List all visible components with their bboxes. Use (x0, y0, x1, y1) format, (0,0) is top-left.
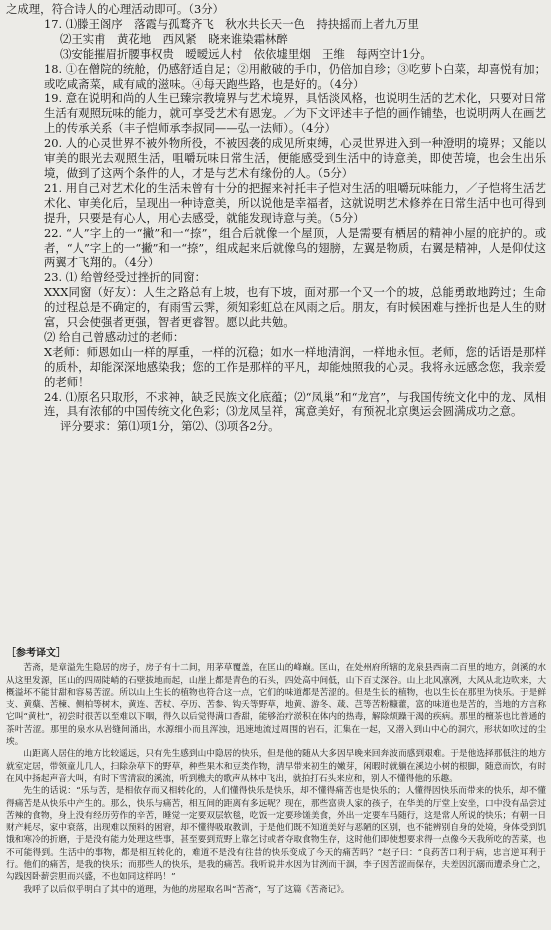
answer-line: ⑶安能摧眉折腰事权贵 暧暧远人村 依依墟里烟 王维 每两空计1分。 (60, 46, 432, 61)
answer-key (6, 2, 546, 434)
answer-line: 23. ⑴ 给曾经受过挫折的同窗： (44, 270, 207, 285)
reference-translation (6, 648, 546, 896)
answer-line: XXX同窗（好友）：人生之路总有上坡，也有下坡，面对那一个又一个的坡，总能勇敢地跨过；生命的过程总是不确定的，有雨雪云霁，须知彩虹总在风雨之后。朋友，有时候困难与挫折也是人生的财富，只会使强者更强，智者更睿智。愿以此共勉。 (44, 285, 546, 330)
answer-line: 24. ⑴原名只取形，不求神，缺乏民族文化底蕴；⑵“凤巢”和“龙宫”，与我国传统文化中的龙、凤相连，具有浓郁的中国传统文化色彩；⑶龙凤呈祥，寓意美好，有预祝北京奥运会圆满成功之意。 (44, 389, 546, 419)
answer-line: 17. ⑴滕王阁序 落霞与孤鹜齐飞 秋水共长天一色 持抉摇而上者九万里 (44, 16, 419, 31)
answer-line: 19. 意在说明和尚的人生已臻宗教境界与艺术境界，具恬淡风格，也说明生活的艺术化，只要对日常生活有观照玩味的能力，就可享受艺术有恩宠。／为下文评述丰子恺的画作铺垫，也说明两人在画艺上的传承关系（丰子恺师承李叔同——弘一法师）。（4分） (44, 91, 546, 136)
translation-paragraph: 我呼了以后似乎明白了其中的道理，为他的房屋取名叫“苦斋”，写了这篇《苦斋记》。 (23, 884, 350, 895)
answer-line: 21. 用自己对艺术化的生活未曾有十分的把握来衬托丰子恺对生活的咀嚼玩味能力，／子恺将生活艺术化、审美化后，呈现出一种诗意美，所以说他是幸福者，这就说明艺术修养在日常生活中也可得到提升，只要是有心人，用心去感受，就能发现诗意与美。（5分） (44, 180, 546, 225)
translation-paragraph: 先生的话说：“乐与苦，是相依存而又相转化的，人们懂得快乐是快乐，却不懂得痛苦也是快乐的；人懂得因快乐而带来的快乐，却不懂得痛苦是从快乐中产生的。那么，快乐与痛苦，相互间的距离有多远呢？现在，那些富贵人家的孩子，在华美的厅堂上安坐，口中没有品尝过苦辣的食物，身上没有经历劳作的辛苦，睡觉一定要双层软毯，吃饭一定要珍馐美食，外出一定要车马随行，这是常人所说的快乐；有朝一日财产耗尽，家中衰落，出现难以预料的困窘，却不懂得吸取教训，于是他们既不知道美好与恶陋的区别，也不能辨别自身的处境，身体受到饥饿和寒冷的折磨，于是没有能力处理这些事，甚至要到荒野上靠乞讨或者夺取食物生存，这时他们即使想要求得一点像今天我所吃的苦菜，也不可能得到。生活中的事物，都是相互转化的，难道不是没有往昔的快乐变成了今天的痛苦吗？”赵子曰：“良药苦口利于病，忠言逆耳利于行。他们的痛苦，是我的快乐；而那些人的快乐，是我的痛苦。我听说井水因为甘洌而干涸，李子因苦涩而保存，夫差因沉溺而遭杀身亡之，勾践因卧薪尝胆而兴盛，不也如同这样吗！” (6, 786, 546, 883)
answer-line: 18. ①在僧院的统舱，仍感舒适自足；②用敝破的手巾，仍倍加自珍；③吃萝卜白菜，却喜悦有加；或吃咸斋菜，咸有咸的滋味。④每天跑些路，也是好的。（4分） (44, 61, 546, 91)
translation-heading: ［参考译文］ (6, 648, 66, 659)
answer-line: 22. “人”字上的一“撇”和一“捺”，组合后就像一个屋顶，人是需要有栖居的精神小屋的庇护的。或者，“人”字上的一“撇”和一“捺”，组成起来后就像鸟的翅膀，左翼是物质，右翼是精神，人是仰仗这两翼才飞翔的。（4分） (44, 225, 546, 270)
answer-line: X老师：师恩如山一样的厚重，一样的沉稳；如水一样地清润，一样地永恒。老师，您的话语是那样的质朴，却能深深地感染我；您的工作是那样的平凡，却能烛照我的心灵。我将永远感念您，我亲爱的老师！ (44, 344, 546, 389)
answer-line: ⑵王实甫 黄花地 西风紧 晓来谁染霜林醉 (60, 31, 288, 46)
translation-body (6, 662, 546, 896)
answer-line: 之成理，符合诗人的心理活动即可。（3分） (6, 2, 224, 16)
answer-line: ⑵ 给自己曾感动过的老师： (44, 329, 185, 344)
translation-paragraph: 苦斋，是章溢先生隐居的房子，房子有十二间，用茅草覆盖，在匡山的峰巅。匡山，在处州府所辖的龙泉县西南二百里的地方，剑溪的水从这里发源，匡山的四周陡峭的石壁拔地而起，山崖上都是青色的石头，四处高中间低，山下百丈深谷。山上北风凛冽，大风从北边吹来，大概溢坏不能甘甜和容易苦涩。所以山上生长的植物也符合这一点，它们的味道都是苦涩的。但是生长的植物，也以生长在那里为快乐。于是鲜支、黄蘖、苦楝、侧柏等树木，黄连、苦杖、亭历、苦参、钩夭等野草，地黄、游冬、葴、芑等苦粉糠藿，富的味道也是苦的，当地的方言称它叫“黄杜”，初尝时很苦以至难以下咽，得久以后觉得满口香甜，能够治疗淤积在体内的热毒，解除烦躁干渴的疾病。那里的檀茶也比普通的茶叶苦涩。那里的泉水从岩缝间涌出，水源细小而且浑浊，迅速地流过周围的岩石，汇集在一起，又潜入到山中心的洞穴，形状如吹过的尘埃。 (6, 663, 546, 748)
answer-line: 评分要求：第⑴项1分，第⑵、⑶项各2分。 (60, 419, 280, 434)
translation-paragraph: 山距离人居住的地方比较遥远，只有先生感到山中隐居的快乐，但是他的随从大多因早晚来回奔波而感到艰难。于是他选择那低注的地方就室定居，带领童儿几人，扫除杂草下的野草，种些果木和豆类作物，清早带来初生的嫩芽，闲暇时就躺在溪边小树的根脚，随意而饮，有时在风中扬起声音大叫，有时下雪清寂的溪流，听到樵夫的歌声从林中飞出，就拍打石头来应和，别人不懂得他的乐趣。 (6, 749, 546, 784)
answer-line: 20. 人的心灵世界不被外物所役，不被因袭的成见所束缚，心灵世界进入到一种澄明的境界；又能以审美的眼光去观照生活，咀嚼玩味日常生活，便能感受到生活中的诗意美，即使苦境，也会生出乐境，做到了这两个条件的人，才是与艺术有缘份的人。（5分） (44, 136, 546, 180)
